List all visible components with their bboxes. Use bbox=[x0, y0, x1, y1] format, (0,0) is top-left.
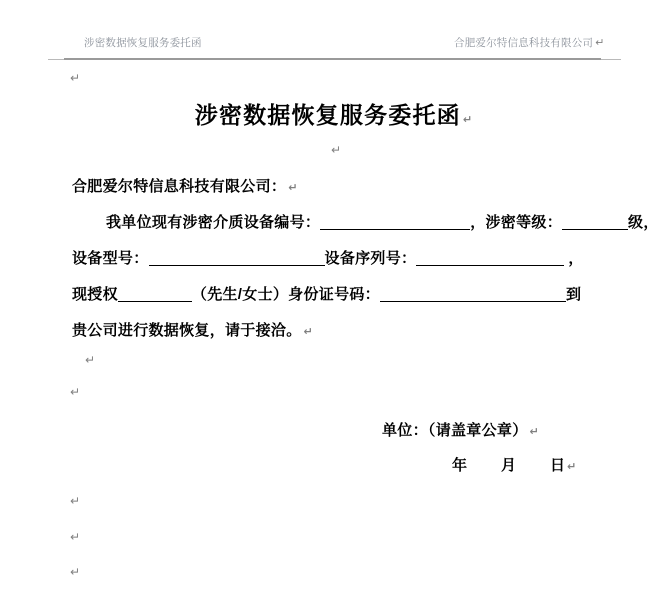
closing-text: 贵公司进行数据恢复，请于接洽。 bbox=[72, 322, 302, 339]
field-device-model[interactable] bbox=[149, 248, 325, 266]
date-year-label: 年 bbox=[452, 457, 468, 474]
field-device-serial[interactable] bbox=[416, 248, 564, 266]
salutation-text: 合肥爱尔特信息科技有限公司： bbox=[72, 178, 287, 195]
header-right-text: 合肥爱尔特信息科技有限公司 bbox=[454, 37, 594, 49]
salutation-line bbox=[72, 176, 298, 199]
header-right-block bbox=[454, 36, 605, 50]
page-header bbox=[0, 36, 668, 60]
date-month-label: 月 bbox=[501, 457, 517, 474]
signature-unit-line bbox=[382, 420, 539, 443]
document-title bbox=[0, 100, 668, 135]
header-left-text: 涉密数据恢复服务委托函 bbox=[84, 37, 202, 49]
signature-unit-label: 单位：（请盖章公章） bbox=[382, 422, 528, 439]
paragraph-mark-icon: ↵ bbox=[85, 353, 96, 367]
body-line-4 bbox=[72, 320, 313, 343]
field-authorized-name[interactable] bbox=[118, 284, 192, 302]
paragraph-mark-icon: ↵ bbox=[70, 494, 81, 508]
paragraph-mark-icon: ↵ bbox=[595, 36, 605, 49]
paragraph-mark-icon: ↵ bbox=[70, 565, 81, 579]
label-device-number: 我单位现有涉密介质设备编号： bbox=[106, 214, 321, 231]
label-device-serial: 设备序列号： bbox=[324, 250, 417, 267]
field-id-number[interactable] bbox=[380, 284, 566, 302]
paragraph-mark-icon: ↵ bbox=[462, 113, 474, 126]
paragraph-mark-icon: ↵ bbox=[331, 143, 342, 157]
paragraph-mark-icon: ↵ bbox=[288, 181, 298, 194]
body-line-2 bbox=[72, 248, 584, 270]
document-title-text: 涉密数据恢复服务委托函 bbox=[194, 102, 461, 128]
paragraph-mark-icon: ↵ bbox=[70, 71, 81, 85]
paragraph-mark-icon: ↵ bbox=[567, 460, 577, 473]
label-secrecy-level: ，涉密等级： bbox=[470, 214, 563, 231]
header-rule bbox=[64, 58, 601, 60]
paragraph-mark-icon: ↵ bbox=[70, 385, 81, 399]
label-serial-suffix: ， bbox=[568, 250, 584, 267]
paragraph-mark-icon: ↵ bbox=[529, 425, 540, 438]
date-day-label: 日 bbox=[550, 457, 566, 474]
paragraph-mark-icon: ↵ bbox=[303, 325, 314, 338]
signature-date-line bbox=[452, 455, 576, 478]
field-device-number[interactable] bbox=[320, 212, 470, 230]
body-line-3 bbox=[72, 284, 581, 306]
label-authorize: 现授权 bbox=[72, 286, 118, 303]
label-id-suffix: 到 bbox=[565, 286, 582, 303]
field-secrecy-level[interactable] bbox=[562, 212, 628, 230]
label-level-suffix: 级， bbox=[628, 214, 659, 231]
label-device-model: 设备型号： bbox=[72, 250, 149, 267]
label-id-number: （先生/女士）身份证号码： bbox=[191, 286, 380, 303]
body-line-1 bbox=[72, 212, 659, 234]
paragraph-mark-icon: ↵ bbox=[70, 530, 81, 544]
